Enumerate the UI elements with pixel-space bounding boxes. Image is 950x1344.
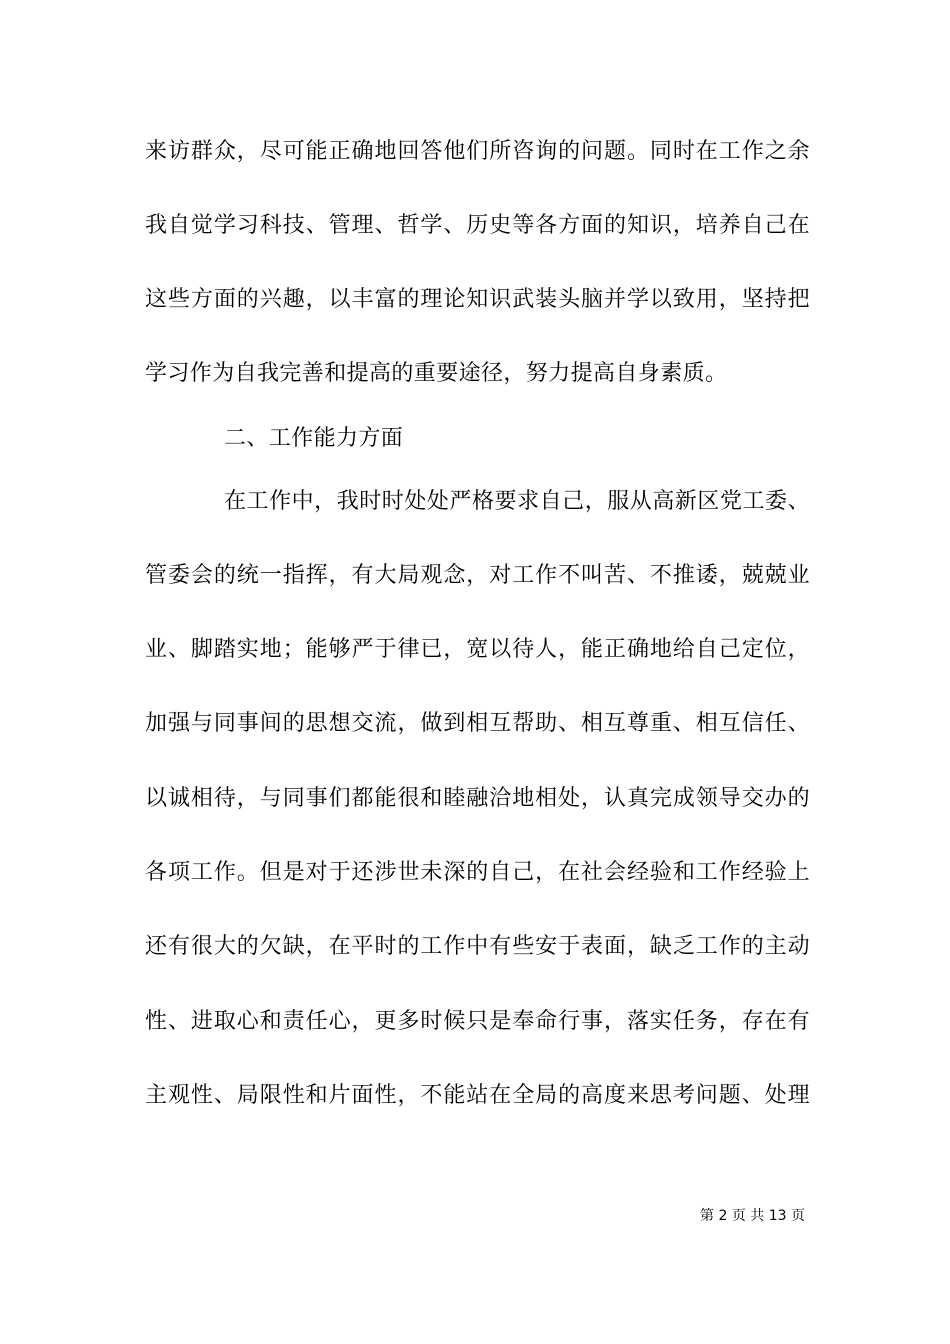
page-number: 第 2 页 共 13 页 — [700, 1208, 805, 1224]
section-heading: 二、工作能力方面 — [224, 426, 404, 451]
text-line: 学习作为自我完善和提高的重要途径，努力提高自身素质。 — [145, 361, 728, 386]
text-line: 以诚相待，与同事们都能很和睦融洽地相处，认真完成领导交办的 — [145, 786, 810, 811]
text-line: 这些方面的兴趣，以丰富的理论知识武装头脑并学以致用，坚持把 — [145, 287, 810, 312]
text-line: 性、进取心和责任心，更多时候只是奉命行事，落实任务，存在有 — [145, 1009, 810, 1034]
text-line: 加强与同事间的思想交流，做到相互帮助、相互尊重、相互信任、 — [145, 711, 810, 736]
text-line: 管委会的统一指挥，有大局观念，对工作不叫苦、不推诿，兢兢业 — [145, 563, 810, 588]
text-line: 我自觉学习科技、管理、哲学、历史等各方面的知识，培养自己在 — [145, 213, 810, 238]
text-line: 来访群众，尽可能正确地回答他们所咨询的问题。同时在工作之余 — [145, 139, 810, 164]
text-line: 还有很大的欠缺，在平时的工作中有些安于表面，缺乏工作的主动 — [145, 934, 810, 959]
text-line: 各项工作。但是对于还涉世未深的自己，在社会经验和工作经验上 — [145, 860, 810, 885]
text-line: 主观性、局限性和片面性，不能站在全局的高度来思考问题、处理 — [145, 1083, 810, 1108]
text-line: 在工作中，我时时处处严格要求自己，服从高新区党工委、 — [224, 489, 810, 514]
text-line: 业、脚踏实地；能够严于律已，宽以待人，能正确地给自己定位， — [145, 637, 810, 662]
